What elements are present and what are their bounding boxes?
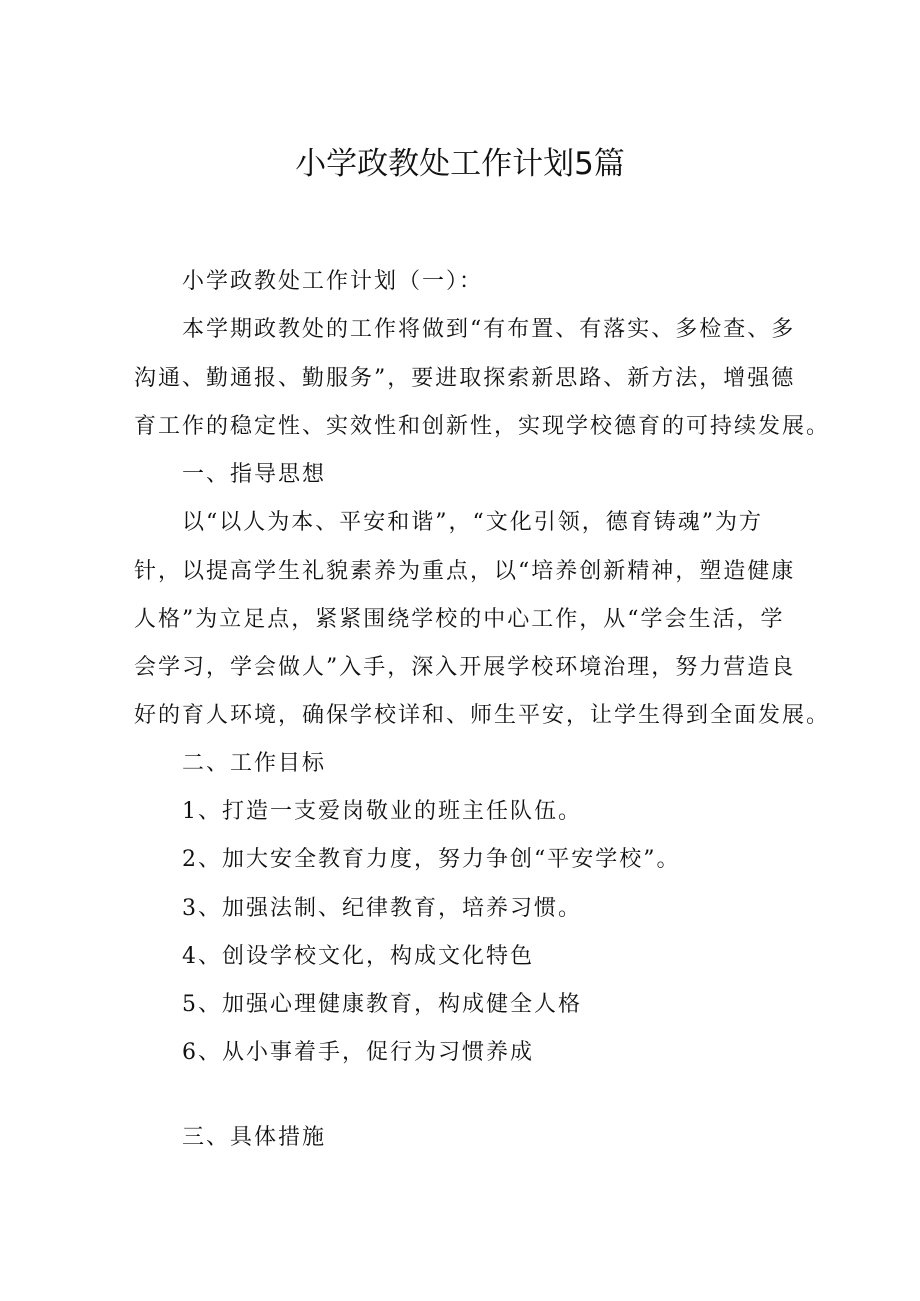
paragraph-line: 好的育人环境，确保学校详和、师生平安，让学生得到全面发展。 bbox=[134, 703, 831, 728]
paragraph-line: 本学期政教处的工作将做到“有布置、有落实、多检查、多 bbox=[182, 317, 796, 342]
section-heading-plan-one: 小学政教处工作计划（一）： bbox=[182, 269, 484, 294]
paragraph-line: 育工作的稳定性、实效性和创新性，实现学校德育的可持续发展。 bbox=[134, 414, 831, 439]
list-item: 2、加大安全教育力度，努力争创“平安学校”。 bbox=[182, 847, 681, 872]
section-heading-guiding-thought: 一、指导思想 bbox=[182, 462, 327, 487]
paragraph-line: 沟通、勤通报、勤服务”，要进取探索新思路、新方法，增强德 bbox=[134, 366, 796, 391]
document-title: 小学政教处工作计划5篇 bbox=[295, 146, 625, 182]
paragraph-line: 针，以提高学生礼貌素养为重点，以“培养创新精神，塑造健康 bbox=[134, 559, 796, 584]
paragraph-line: 人格”为立足点，紧紧围绕学校的中心工作，从“学会生活，学 bbox=[134, 607, 785, 632]
section-heading-specific-measures: 三、具体措施 bbox=[182, 1125, 327, 1150]
list-item: 3、加强法制、纪律教育，培养习惯。 bbox=[182, 896, 582, 921]
paragraph-line: 以“以人为本、平安和谐”，“文化引领，德育铸魂”为方 bbox=[182, 510, 763, 535]
list-item: 6、从小事着手，促行为习惯养成 bbox=[182, 1040, 534, 1065]
paragraph-line: 会学习，学会做人”入手，深入开展学校环境治理，努力营造良 bbox=[134, 655, 796, 680]
list-item: 1、打造一支爱岗敬业的班主任队伍。 bbox=[182, 799, 582, 824]
list-item: 5、加强心理健康教育，构成健全人格 bbox=[182, 992, 582, 1017]
section-heading-work-goals: 二、工作目标 bbox=[182, 751, 327, 776]
list-item: 4、创设学校文化，构成文化特色 bbox=[182, 944, 534, 969]
